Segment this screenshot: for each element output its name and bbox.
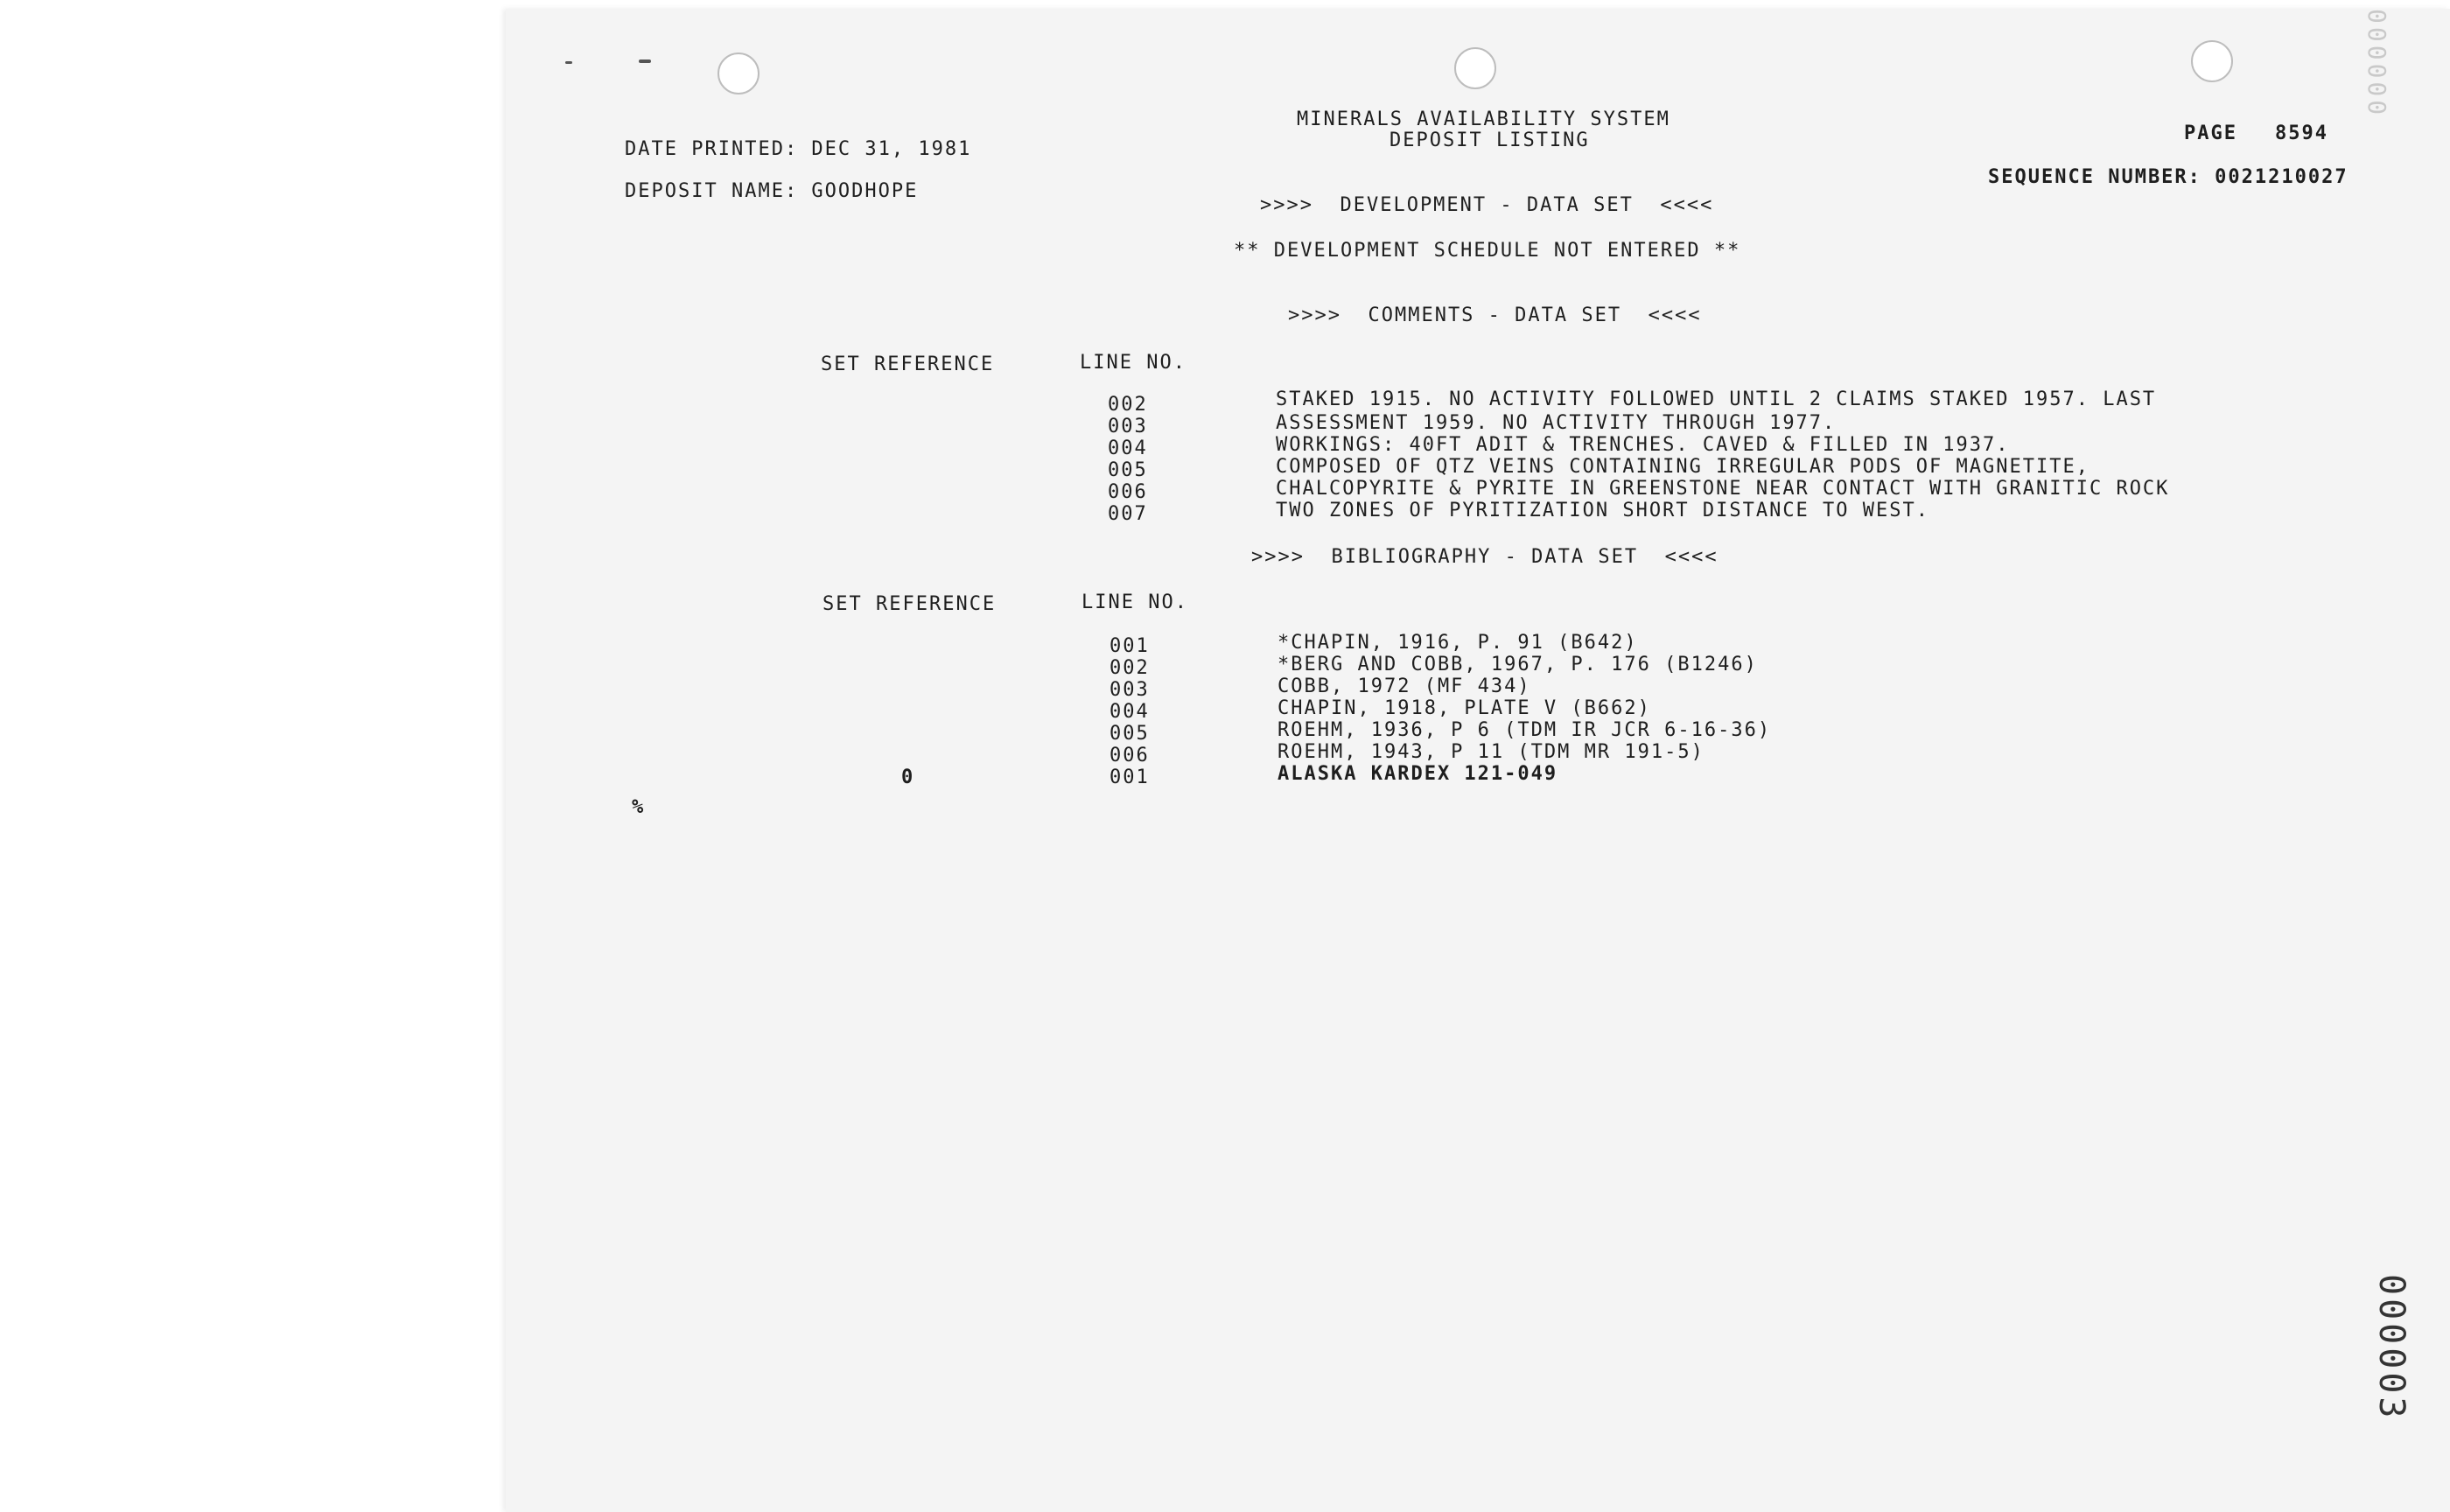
line-number-cell: 002 <box>1108 394 1148 416</box>
print-mark <box>565 61 572 64</box>
reference-text-cell: COBB, 1972 (MF 434) <box>1278 676 1531 697</box>
bibliography-col-set-reference: SET REFERENCE <box>822 593 997 615</box>
sequence-number: SEQUENCE NUMBER: 0021210027 <box>1988 166 2348 188</box>
comment-text-cell: TWO ZONES OF PYRITIZATION SHORT DISTANCE TO WEST. <box>1276 500 1930 522</box>
comment-text-cell: STAKED 1915. NO ACTIVITY FOLLOWED UNTIL 2 CLAIMS STAKED 1957. LAST <box>1276 388 2157 410</box>
line-number-cell: 005 <box>1108 459 1148 481</box>
date-printed: DATE PRINTED: DEC 31, 1981 <box>625 138 972 160</box>
development-heading: >>>> DEVELOPMENT - DATA SET <<<< <box>1260 194 1714 216</box>
reference-text-cell: *CHAPIN, 1916, P. 91 (B642) <box>1278 632 1638 654</box>
printout-sheet <box>506 9 2450 1512</box>
end-of-record-marker: % <box>632 796 646 818</box>
line-number-cell: 003 <box>1110 679 1150 701</box>
system-title: MINERALS AVAILABILITY SYSTEM <box>1297 108 1670 130</box>
comments-col-line-no: LINE NO. <box>1080 352 1186 374</box>
print-mark <box>639 60 651 63</box>
line-number-cell: 001 <box>1110 635 1150 657</box>
frame-number: 000003 <box>2371 1274 2412 1422</box>
comment-text-cell: ASSESSMENT 1959. NO ACTIVITY THROUGH 1977. <box>1276 412 1837 434</box>
page-label: PAGE <box>2184 122 2237 144</box>
bibliography-col-line-no: LINE NO. <box>1082 592 1188 613</box>
reference-text-cell: ROEHM, 1936, P 6 (TDM IR JCR 6-16-36) <box>1278 719 1772 741</box>
line-number-cell: 004 <box>1108 438 1148 459</box>
listing-title: DEPOSIT LISTING <box>1390 130 1590 151</box>
reference-text-cell: ALASKA KARDEX 121-049 <box>1278 763 1558 785</box>
deposit-name: DEPOSIT NAME: GOODHOPE <box>625 180 919 202</box>
punch-hole-center <box>1454 47 1496 89</box>
line-number-cell: 006 <box>1108 481 1148 503</box>
line-number-cell: 002 <box>1110 657 1150 679</box>
page-number: 8594 <box>2275 122 2328 144</box>
set-reference-cell: 0 <box>901 766 915 788</box>
comment-text-cell: WORKINGS: 40FT ADIT & TRENCHES. CAVED & FILLED IN 1937. <box>1276 434 2010 456</box>
bibliography-heading: >>>> BIBLIOGRAPHY - DATA SET <<<< <box>1251 546 1718 568</box>
punch-hole-right <box>2191 40 2233 82</box>
reference-text-cell: ROEHM, 1943, P 11 (TDM MR 191-5) <box>1278 741 1704 763</box>
reference-text-cell: *BERG AND COBB, 1967, P. 176 (B1246) <box>1278 654 1758 676</box>
comment-text-cell: COMPOSED OF QTZ VEINS CONTAINING IRREGULAR PODS OF MAGNETITE, <box>1276 456 2090 478</box>
development-note: ** DEVELOPMENT SCHEDULE NOT ENTERED ** <box>1234 240 1741 262</box>
frame-number-faint: 000000 <box>2362 9 2391 119</box>
line-number-cell: 006 <box>1110 745 1150 766</box>
line-number-cell: 004 <box>1110 701 1150 723</box>
comments-heading: >>>> COMMENTS - DATA SET <<<< <box>1288 304 1702 326</box>
comments-col-set-reference: SET REFERENCE <box>821 354 995 375</box>
line-number-cell: 003 <box>1108 416 1148 438</box>
reference-text-cell: CHAPIN, 1918, PLATE V (B662) <box>1278 697 1651 719</box>
line-number-cell: 007 <box>1108 503 1148 525</box>
punch-hole-left <box>718 52 760 94</box>
line-number-cell: 001 <box>1110 766 1150 788</box>
comment-text-cell: CHALCOPYRITE & PYRITE IN GREENSTONE NEAR CONTACT WITH GRANITIC ROCK <box>1276 478 2170 500</box>
line-number-cell: 005 <box>1110 723 1150 745</box>
